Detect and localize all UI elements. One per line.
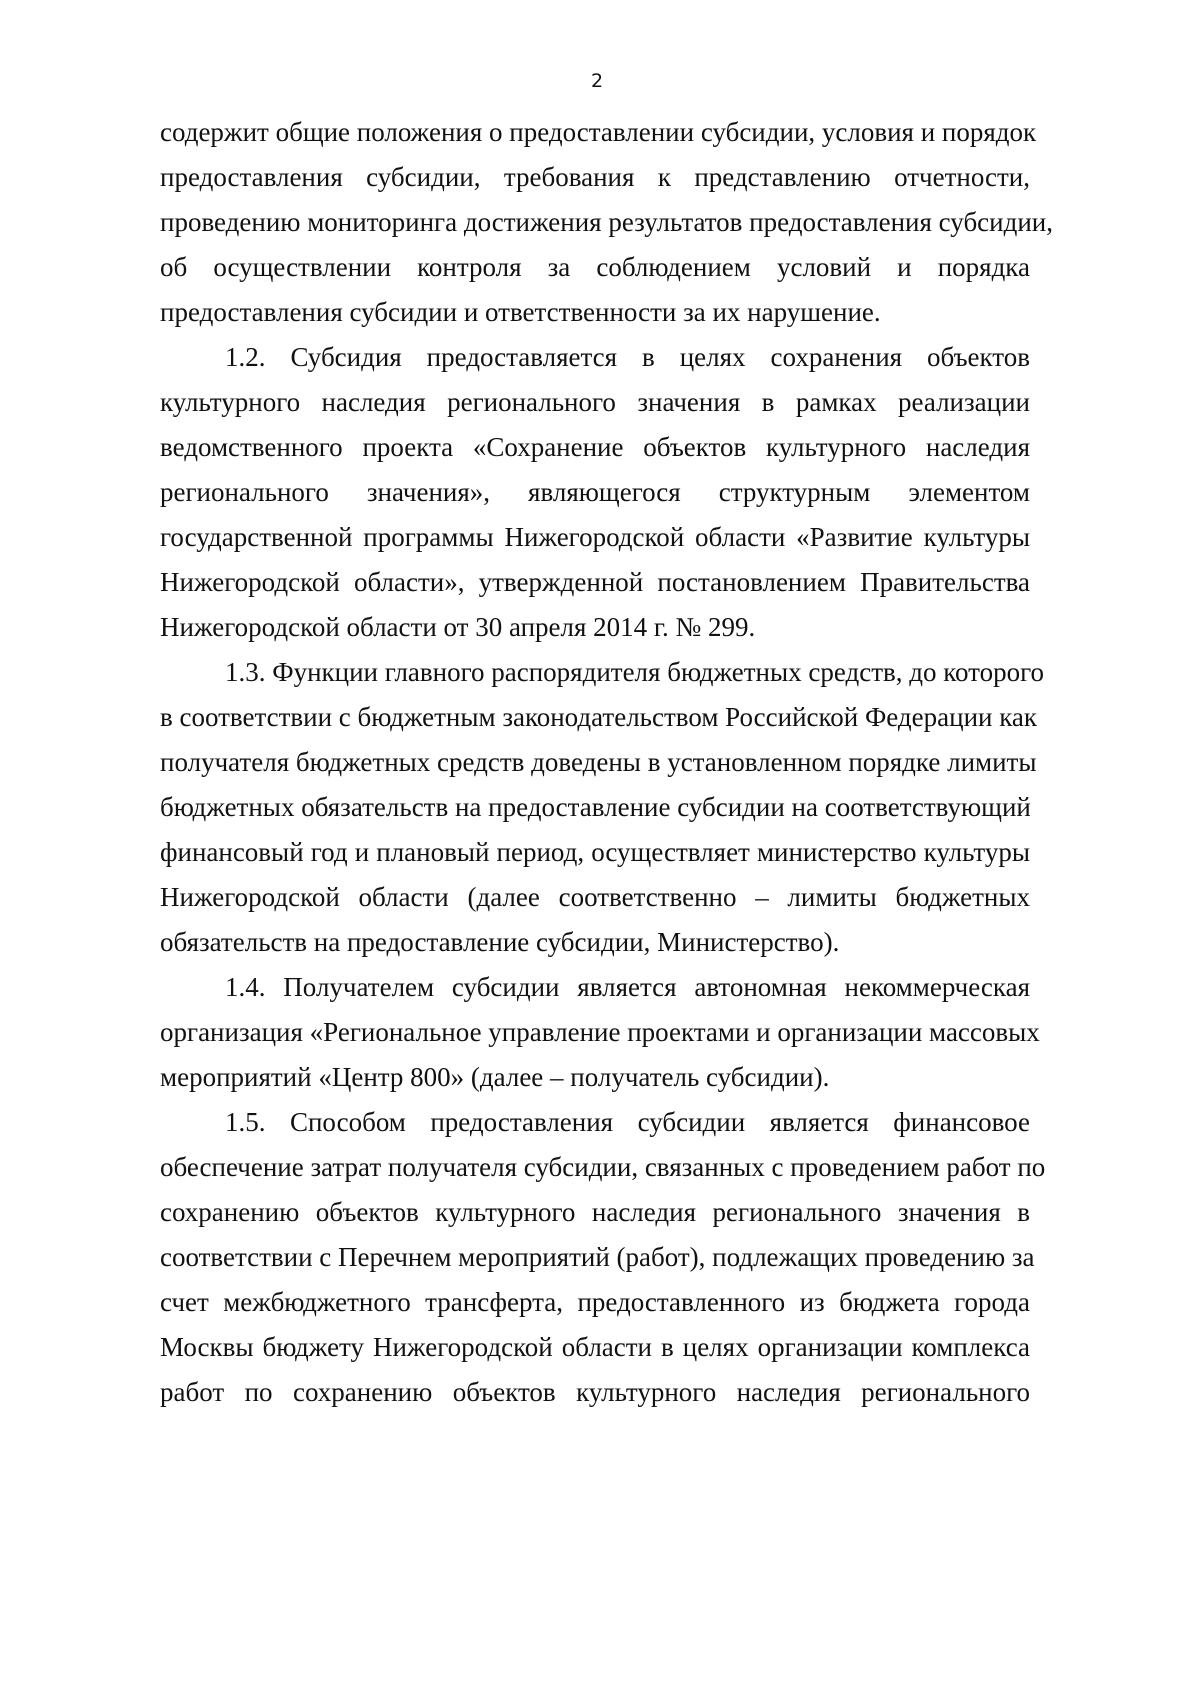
paragraph: [160, 965, 1040, 1100]
text-line: Нижегородской области от 30 апреля 2014 г. № 299.: [160, 612, 756, 642]
text-line: сохранению объектов культурного наследия регионального значения в: [160, 1197, 1030, 1227]
text-line: мероприятий «Центр 800» (далее – получатель субсидии).: [160, 1062, 830, 1092]
page-number: 2: [590, 70, 604, 92]
text-line: 1.5. Способом предоставления субсидии является финансовое: [225, 1107, 1030, 1137]
text-line: предоставления субсидии и ответственности за их нарушение.: [160, 297, 881, 327]
text-line: культурного наследия регионального значения в рамках реализации: [160, 387, 1030, 417]
text-line: Нижегородской области», утвержденной постановлением Правительства: [160, 567, 1030, 597]
text-line: об осуществлении контроля за соблюдением условий и порядка: [160, 252, 1030, 282]
paragraph: [160, 335, 1030, 650]
text-line: обязательств на предоставление субсидии, Министерство).: [160, 927, 840, 957]
text-line: организация «Региональное управление проектами и организации массовых: [160, 1017, 1040, 1047]
text-line: бюджетных обязательств на предоставление субсидии на соответствующий: [160, 792, 1031, 822]
text-line: 1.4. Получателем субсидии является автономная некоммерческая: [225, 972, 1030, 1002]
text-line: соответствии с Перечнем мероприятий (работ), подлежащих проведению за: [160, 1242, 1035, 1272]
text-line: содержит общие положения о предоставлении субсидии, условия и порядок: [160, 117, 1037, 147]
paragraph: [160, 110, 1054, 335]
paragraph: [160, 650, 1045, 965]
text-line: 1.3. Функции главного распорядителя бюджетных средств, до которого: [225, 657, 1045, 687]
text-line: регионального значения», являющегося структурным элементом: [160, 477, 1030, 507]
text-line: ведомственного проекта «Сохранение объектов культурного наследия: [160, 432, 1030, 462]
text-line: обеспечение затрат получателя субсидии, связанных с проведением работ по: [160, 1152, 1046, 1182]
text-line: получателя бюджетных средств доведены в установленном порядке лимиты: [160, 747, 1037, 777]
text-line: финансовый год и плановый период, осуществляет министерство культуры: [160, 837, 1030, 867]
text-line: Москвы бюджету Нижегородской области в целях организации комплекса: [160, 1332, 1030, 1362]
document-body: [160, 110, 1054, 1415]
text-line: в соответствии с бюджетным законодательством Российской Федерации как: [160, 702, 1038, 732]
text-line: работ по сохранению объектов культурного наследия регионального: [160, 1377, 1030, 1407]
text-line: Нижегородской области (далее соответственно – лимиты бюджетных: [160, 882, 1030, 912]
text-line: счет межбюджетного трансферта, предоставленного из бюджета города: [160, 1287, 1030, 1317]
paragraph: [160, 1100, 1046, 1415]
text-line: проведению мониторинга достижения результатов предоставления субсидии,: [160, 207, 1054, 237]
text-line: предоставления субсидии, требования к представлению отчетности,: [160, 162, 1030, 192]
text-line: государственной программы Нижегородской области «Развитие культуры: [160, 522, 1030, 552]
text-line: 1.2. Субсидия предоставляется в целях сохранения объектов: [225, 342, 1030, 372]
